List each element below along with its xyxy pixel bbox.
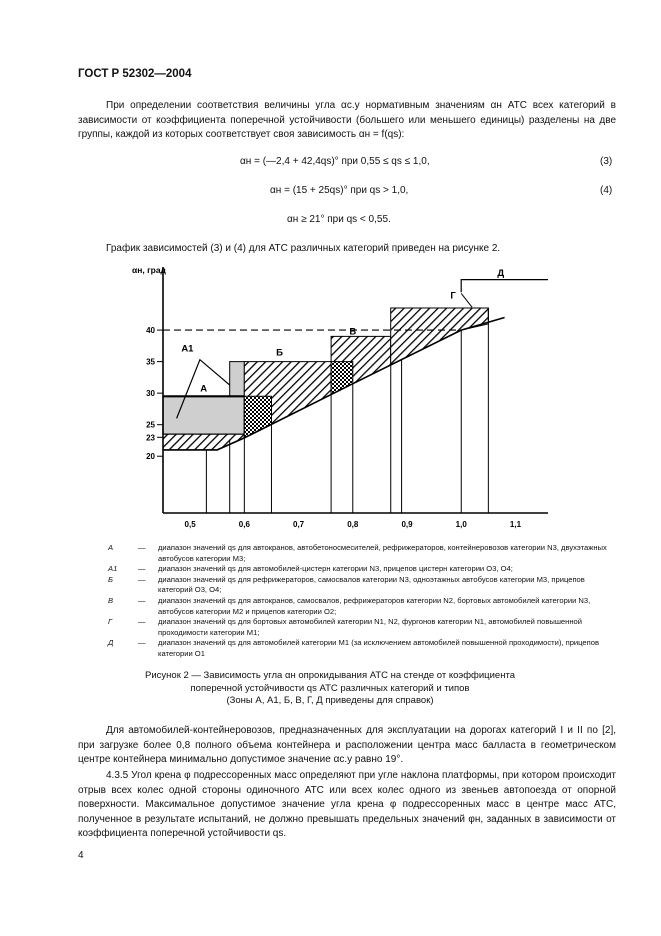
chart-y-tick-label: 25 — [146, 420, 155, 430]
legend-key: А — [108, 543, 114, 552]
chart-zone-label: А1 — [181, 343, 194, 355]
caption-line-1: Рисунок 2 — Зависимость угла αн опрокидывания АТС на стенде от коэффициента — [145, 670, 515, 681]
container-paragraph: Для автомобилей-контейнеровозов, предназначенных для эксплуатации на дорогах категорий I и II по [2], при загрузке более 0,8 полного объема контейнера и расположении центра масс балласта в геометрическом центре контейнера минимально допустимое значение αс.у равно 19°. — [78, 725, 616, 765]
chart-zone-label: Г — [450, 290, 456, 302]
legend-key: Г — [108, 617, 113, 627]
legend-key: А1 — [108, 564, 118, 574]
legend-text: диапазон значений qs для автомобилей-цистерн категории N3, прицепов цистерн категории O3, O4; — [158, 564, 513, 574]
formula-5: αн ≥ 21° при qs < 0,55. — [287, 214, 391, 225]
legend-key: В — [108, 595, 114, 605]
zone-g-pointer — [461, 293, 472, 307]
chart-zone-label: Д — [497, 267, 505, 279]
chart-x-tick-label: 1,1 — [509, 520, 522, 529]
zone-d-outline — [461, 280, 548, 293]
legend-dash: — — [138, 595, 146, 605]
chart-x-tick-label: 0,5 — [184, 520, 196, 529]
chart-x-ticks — [185, 520, 522, 529]
legend-item — [108, 543, 616, 564]
zone-a-hatched — [163, 434, 244, 450]
chart-y-ticks — [146, 326, 163, 461]
legend-item — [108, 564, 616, 575]
caption-line-3: (Зоны А, А1, Б, В, Г, Д приведены для справок) — [226, 695, 434, 706]
legend-text: диапазон значений qs для автокранов, самосвалов, рефрижераторов категории N2, бортовых автомобилей категории N3, автобусов категории М2 и прицепов категории O2; — [158, 595, 591, 616]
zone-g — [391, 308, 489, 365]
chart-axes — [163, 267, 548, 513]
legend-dash: — — [138, 617, 146, 627]
chart-zone-label: Б — [276, 347, 283, 359]
legend-item — [108, 617, 616, 638]
figure-chart — [100, 255, 570, 535]
legend-text: диапазон значений qs для бортовых автомобилей категории N1, N2, фургонов категории N1, автомобилей повышенной проходимости категории М1; — [158, 617, 582, 637]
legend — [108, 543, 616, 660]
chart-x-tick-label: 0,6 — [238, 520, 250, 529]
chart-y-tick-label: 30 — [146, 389, 155, 399]
formula-3: αн = (—2,4 + 42,4qs)° при 0,55 ≤ qs ≤ 1,0, — [240, 156, 430, 167]
legend-dash: — — [138, 543, 146, 552]
chart-y-tick-label: 20 — [146, 452, 155, 462]
page-number: 4 — [78, 850, 84, 861]
chart-y-tick-label: 40 — [146, 326, 155, 336]
graph-intro: График зависимостей (3) и (4) для АТС различных категорий приведен на рисунке 2. — [106, 243, 501, 254]
legend-item — [108, 575, 616, 596]
chart-zone-label: В — [349, 326, 357, 338]
formula-3-number: (3) — [600, 156, 613, 167]
legend-dash: — — [138, 574, 146, 584]
figure-caption — [120, 670, 540, 708]
formula-4-number: (4) — [600, 185, 613, 196]
legend-dash: — — [138, 638, 146, 648]
legend-text: диапазон значений qs для рефрижераторов, самосвалов категории N3, одноэтажных автобусов категории М3, прицепов категорий O3, O4; — [158, 574, 585, 595]
zone-a — [163, 396, 244, 434]
chart-x-tick-label: 0,9 — [401, 520, 413, 529]
formula-4: αн = (15 + 25qs)° при qs > 1,0, — [270, 185, 409, 196]
chart-x-tick-label: 0,8 — [347, 520, 359, 529]
chart-x-tick-label: 1,0 — [455, 520, 467, 529]
chart-y-tick-label: 35 — [146, 357, 155, 367]
section-4-3-5-paragraph: 4.3.5 Угол крена φ подрессоренных масс определяют при угле наклона платформы, при котором происходит отрыв всех колес одной стороны одиночного АТС или всех колес одного из звеньев автопоезда от опорной поверхности. Максимальное допустимое значение угла крена φ подрессоренных масс в центре масс АТС, полученное в результате испытаний, не должно превышать предельных значений φн, заданных в зависимости от коэффициента поперечной устойчивости qs. — [78, 770, 616, 839]
legend-dash: — — [138, 564, 146, 574]
chart-y-axis-label: αн, град — [132, 265, 166, 275]
legend-text: диапазон значений qs для автомобилей категории М1 (за исключением автомобилей повышенной проходимости), прицепов категории O1 — [158, 638, 600, 658]
intro-paragraph: При определении соответствия величины угла αс.у нормативным значениям αн АТС всех категорий в зависимости от коэффициента поперечной устойчивости (большего или меньшего единицы) разделены на две группы, каждой из которых соответствует своя зависимость αн = f(qs): — [78, 100, 616, 140]
chart-zone-label: А — [200, 383, 208, 395]
zone-a1 — [230, 362, 245, 397]
legend-item — [108, 638, 616, 659]
document-header: ГОСТ Р 52302—2004 — [78, 68, 192, 80]
chart-y-tick-label: 23 — [146, 433, 155, 443]
chart-zones — [163, 280, 548, 450]
legend-key: Д — [108, 638, 114, 648]
legend-key: Б — [108, 574, 113, 584]
legend-text: диапазон значений qs для автокранов, автобетоносмесителей, рефрижераторов, контейнеровозов категории N3, двухэтажных автобусов категории М3; — [158, 543, 607, 563]
legend-item — [108, 596, 616, 617]
caption-line-2: поперечной устойчивости qs АТС различных категорий и типов — [190, 682, 470, 694]
chart-x-tick-label: 0,7 — [293, 520, 305, 529]
